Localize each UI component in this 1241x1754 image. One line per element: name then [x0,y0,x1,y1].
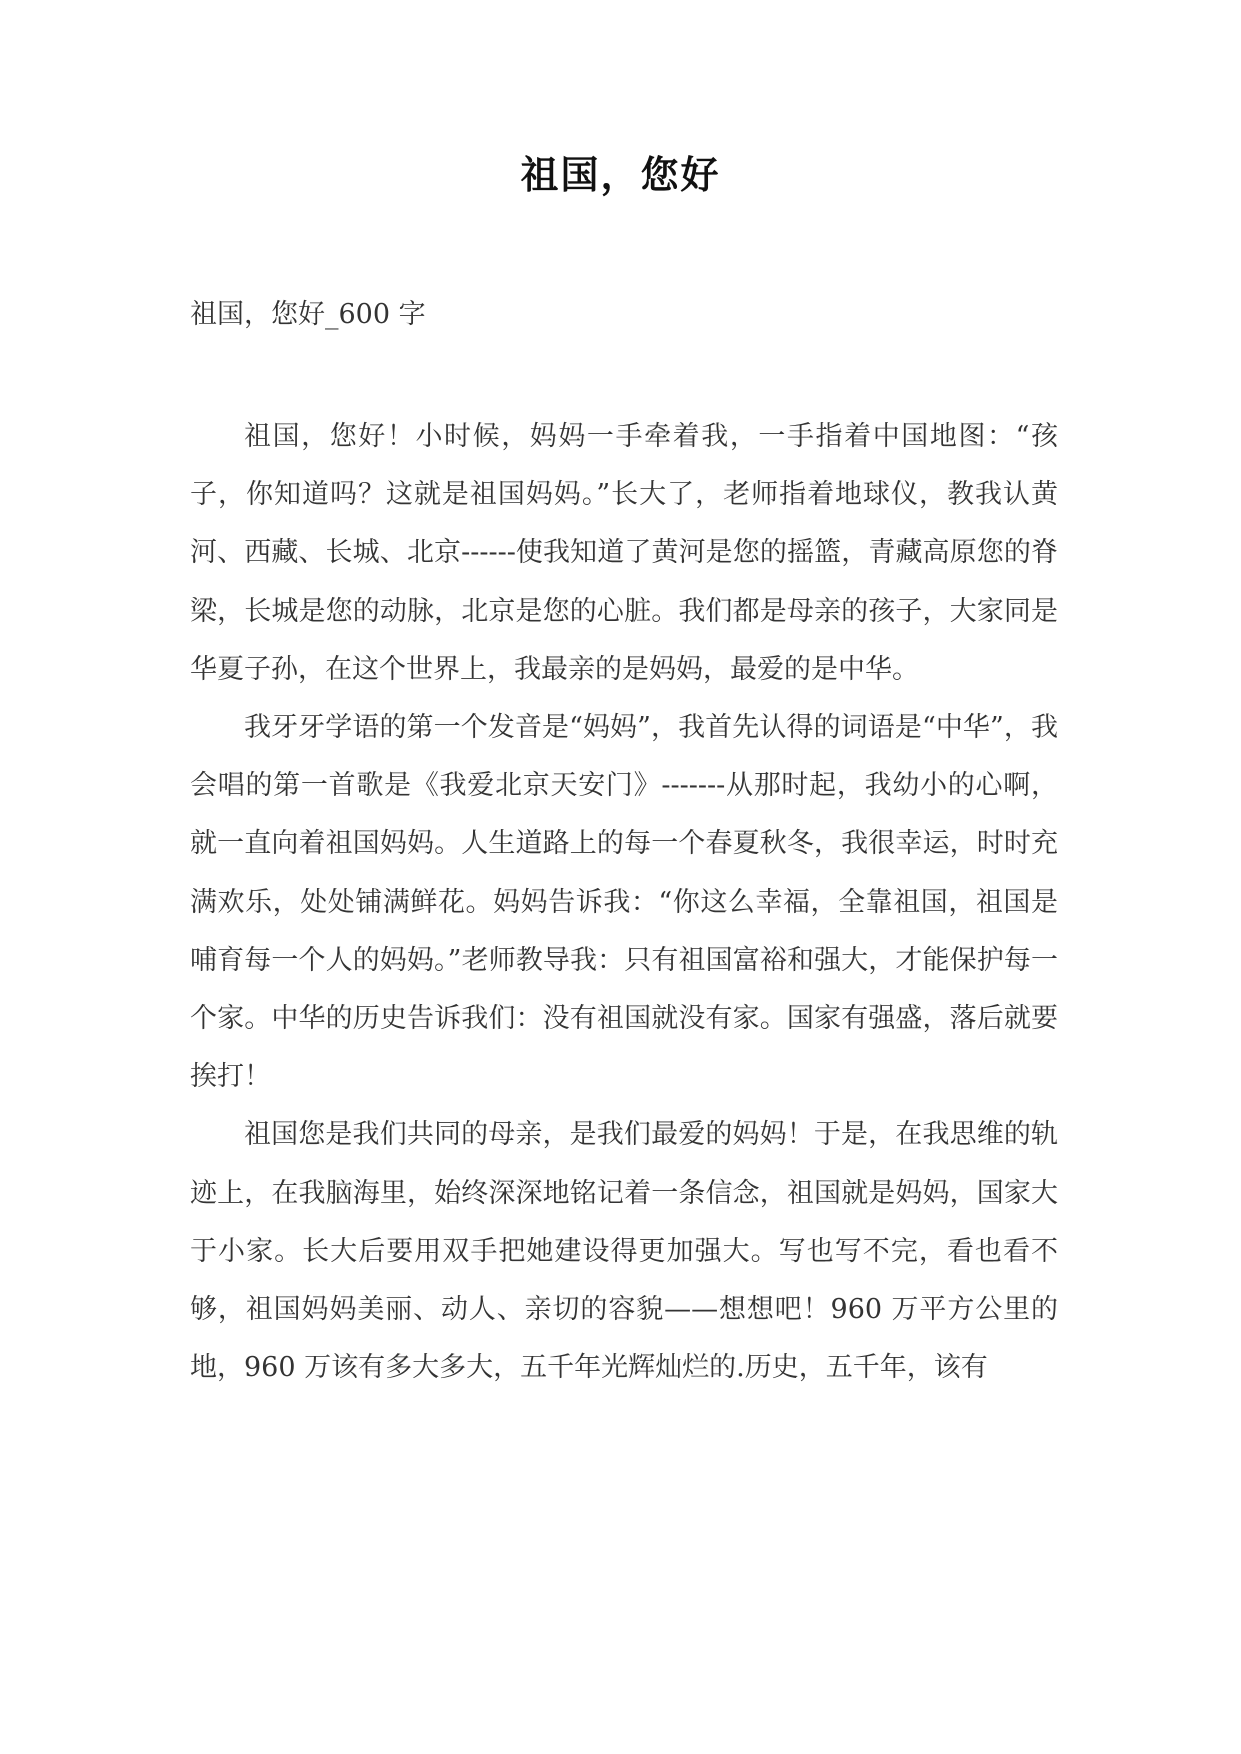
paragraph-2: 我牙牙学语的第一个发音是“妈妈”，我首先认得的词语是“中华”，我会唱的第一首歌是《我爱北京天安门》-------从那时起，我幼小的心啊，就一直向着祖国妈妈。人生道路上的每一个春夏秋冬，我很幸运，时时充满欢乐，处处铺满鲜花。妈妈告诉我：“你这么幸福，全靠祖国，祖国是哺育每一个人的妈妈。”老师教导我：只有祖国富裕和强大，才能保护每一个家。中华的历史告诉我们：没有祖国就没有家。国家有强盛，落后就要挨打！ [190,712,1058,1093]
paragraph-3: 祖国您是我们共同的母亲，是我们最爱的妈妈！于是，在我思维的轨迹上，在我脑海里，始终深深地铭记着一条信念，祖国就是妈妈，国家大于小家。长大后要用双手把她建设得更加强大。写也写不完，看也看不够，祖国妈妈美丽、动人、亲切的容貌——想想吧！960 万平方公里的地，960 万该有多大多大，五千年光辉灿烂的.历史，五千年，该有 [190,1119,1058,1384]
document-title: 祖国，您好 [520,152,721,197]
document-body [190,408,1058,1397]
document-subtitle: 祖国，您好_600 字 [190,299,426,330]
paragraph-1: 祖国，您好！小时候，妈妈一手牵着我，一手指着中国地图：“孩子，你知道吗？这就是祖国妈妈。”长大了，老师指着地球仪，教我认黄河、西藏、长城、北京------使我知道了黄河是您的摇篮，青藏高原您的脊梁，长城是您的动脉，北京是您的心脏。我们都是母亲的孩子，大家同是华夏子孙，在这个世界上，我最亲的是妈妈，最爱的是中华。 [190,421,1058,685]
